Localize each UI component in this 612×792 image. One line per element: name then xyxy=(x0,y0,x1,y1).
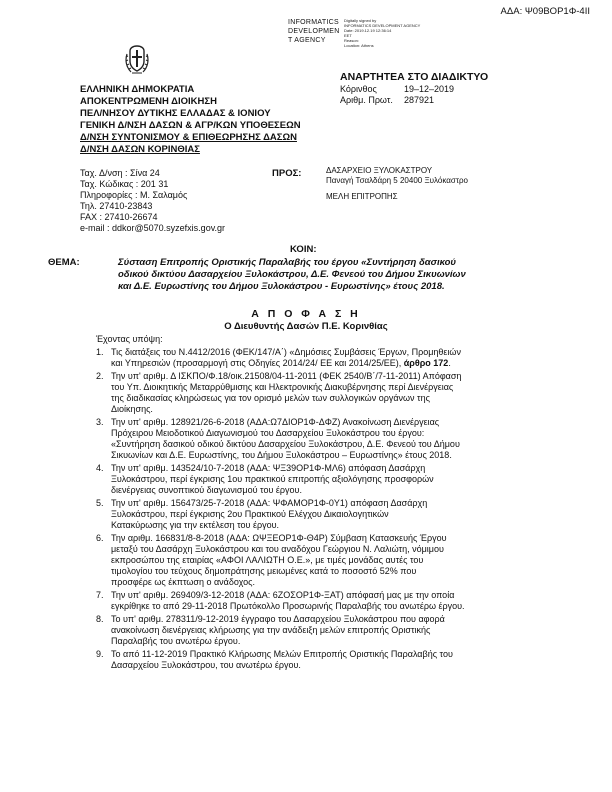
item-text-line: διενέργειας συνοπτικού διαγωνισμού του έργου. xyxy=(111,485,302,495)
item-text-line: Την υπ' αριθμ. 156473/25-7-2018 (ΑΔΑ: ΨΦΑΜΟΡ1Φ-0Υ1) απόφαση Δασάρχη xyxy=(111,498,428,508)
consideration-item xyxy=(96,533,572,588)
authority-line: ΠΕΛ/ΝΗΣΟΥ ΔΥΤΙΚΗΣ ΕΛΛΑΔΑΣ & ΙΟΝΙΟΥ xyxy=(80,108,271,119)
item-number: 7. xyxy=(96,590,104,600)
signature-agency-name xyxy=(288,18,340,45)
item-number: 3. xyxy=(96,417,104,427)
contact-email: e-mail : ddkor@5070.syzefxis.gov.gr xyxy=(80,223,226,233)
item-number: 2. xyxy=(96,371,104,381)
item-text-line: «Συντήρηση δασικού οδικού δικτύου Δασαρχείου Ξυλοκάστρου, Δ.Ε. Φενεού του Δήμου xyxy=(111,439,460,449)
item-text-line: εγκρίθηκε το από 29-11-2018 Πρωτόκολλο Προσωρινής Παραλαβής του ανωτέρω έργου. xyxy=(111,601,465,611)
signature-detail-line: Location: Athens xyxy=(344,43,374,48)
date: 19–12–2019 xyxy=(404,84,455,94)
agency-line: T AGENCY xyxy=(288,37,326,44)
item-number: 1. xyxy=(96,347,104,357)
item-text-line: Δασαρχείου Ξυλοκάστρου, του ανωτέρω έργου. xyxy=(111,660,301,670)
item-text-line: προσφέρε ως έκπτωση ο ανάδοχος. xyxy=(111,577,255,587)
item-text-line: Την αριθμ. 166831/8-8-2018 (ΑΔΑ: ΩΨΞΕΟΡ1Φ-Θ4Ρ) Σύμβαση Κατασκευής Έργου xyxy=(111,533,447,543)
subject-text xyxy=(118,257,558,293)
subject-line: και Δ.Ε. Ευρωστίνης του Δήμου Ξυλοκάστρου - Ευρωστίνης» έτους 2018. xyxy=(118,281,445,292)
director-title: Ο Διευθυντής Δασών Π.Ε. Κορινθίας xyxy=(224,321,388,332)
recipients-label: ΠΡΟΣ: xyxy=(272,168,302,179)
signature-detail-line: Reason: xyxy=(344,38,359,43)
recipient-line: ΔΑΣΑΡΧΕΙΟ ΞΥΛΟΚΑΣΤΡΟΥ xyxy=(326,166,433,175)
signature-detail-line: INFORMATICS DEVELOPMENT AGENCY xyxy=(344,23,421,28)
contact-address: Ταχ. Δ/νση : Σίνα 24 xyxy=(80,168,160,178)
signature-details xyxy=(344,18,420,48)
protocol-number: 287921 xyxy=(404,95,435,105)
item-text-line: Την υπ' αριθμ. 269409/3-12-2018 (ΑΔΑ: 6ΖΟΣΟΡ1Φ-ΞΑΤ) απόφασή μας με την οποία xyxy=(111,590,455,600)
recipients-list xyxy=(326,166,468,202)
contact-phone: Τηλ. 27410-23843 xyxy=(80,201,153,211)
item-text-line: μεταξύ του Δασάρχη Ξυλοκάστρου και του αναδόχου Γεώργιου Ν. Λαλιώτη, νόμιμου xyxy=(111,544,444,554)
item-text-line: Το από 11-12-2019 Πρακτικό Κλήρωσης Μελών Επιτροπής Οριστικής Παραλαβής του xyxy=(111,649,453,659)
consideration-item xyxy=(96,463,572,496)
place-date-row xyxy=(340,84,488,95)
item-text-line: Την υπ' αριθμ. Δ ΙΣΚΠΟ/Φ.18/οικ.21508/04-11-2011 (ΦΕΚ 2540/Β΄/7-11-2011) Απόφαση xyxy=(111,371,462,381)
consideration-item xyxy=(96,417,572,461)
item-text-line: Την υπ' αριθμ. 143524/10-7-2018 (ΑΔΑ: ΨΞ39ΟΡ1Φ-ΜΛ6) απόφαση Δασάρχη xyxy=(111,463,426,473)
item-number: 8. xyxy=(96,614,104,624)
authority-line: Δ/ΝΣΗ ΔΑΣΩΝ ΚΟΡΙΝΘΙΑΣ xyxy=(80,144,200,155)
consideration-item xyxy=(96,590,572,612)
greek-emblem-icon xyxy=(124,44,150,76)
contact-details xyxy=(80,168,225,234)
issuing-authority xyxy=(80,84,301,156)
consideration-item xyxy=(96,614,572,647)
signature-detail-line: Digitally signed by xyxy=(344,18,377,23)
contact-fax: FAX : 27410-26674 xyxy=(80,212,158,222)
item-text-line: Διοίκησης. xyxy=(111,404,153,414)
subject-label: ΘΕΜΑ: xyxy=(48,257,80,268)
item-text-line: Πρόχειρου Μειοδοτικού Διαγωνισμού του Δασαρχείου Ξυλοκάστρου του έργου: xyxy=(111,428,425,438)
considerations-intro: Έχοντας υπόψη: xyxy=(96,334,163,344)
consideration-item xyxy=(96,347,572,369)
authority-line: ΓΕΝΙΚΗ Δ/ΝΣΗ ΔΑΣΩΝ & ΑΓΡ/ΚΩΝ ΥΠΟΘΕΣΕΩΝ xyxy=(80,120,301,131)
ada-code: ΑΔΑ: Ψ09ΒΟΡ1Φ-4ΙΙ xyxy=(500,6,590,17)
item-text-line: του Υπ. Διοικητικής Μεταρρύθμισης και Ηλεκτρονικής Διακυβέρνησης περί Διενέργειας xyxy=(111,382,454,392)
item-number: 5. xyxy=(96,498,104,508)
authority-line: ΕΛΛΗΝΙΚΗ ΔΗΜΟΚΡΑΤΙΑ xyxy=(80,84,195,95)
cc-label: ΚΟΙΝ: xyxy=(290,244,317,255)
item-number: 4. xyxy=(96,463,104,473)
signature-detail-line: EET xyxy=(344,33,352,38)
item-number: 9. xyxy=(96,649,104,659)
place: Κόρινθος xyxy=(340,84,377,94)
item-number: 6. xyxy=(96,533,104,543)
document-status xyxy=(340,70,488,106)
publication-notice: ΑΝΑΡΤΗΤΕΑ ΣΤΟ ΔΙΑΔΙΚΤΥΟ xyxy=(340,71,489,83)
agency-line: DEVELOPMEN xyxy=(288,28,340,35)
signature-detail-line: Date: 2019.12.19 12:36:14 xyxy=(344,28,392,33)
item-text-line: Τις διατάξεις του Ν.4412/2016 (ΦΕΚ/147/Α΄) «Δημόσιες Συμβάσεις Έργων, Προμηθειών xyxy=(111,347,461,357)
recipient-line: ΜΕΛΗ ΕΠΙΤΡΟΠΗΣ xyxy=(326,192,398,201)
decision-title: Α Π Ο Φ Α Σ Η xyxy=(251,308,361,320)
authority-line: ΑΠΟΚΕΝΤΡΩΜΕΝΗ ΔΙΟΙΚΗΣΗ xyxy=(80,96,217,107)
consideration-item xyxy=(96,498,572,531)
authority-line: Δ/ΝΣΗ ΣΥΝΤΟΝΙΣΜΟΥ & ΕΠΙΘΕΩΡΗΣΗΣ ΔΑΣΩΝ xyxy=(80,132,297,143)
consideration-item xyxy=(96,371,572,415)
item-text-line: Ξυλοκάστρου, περί έγκρισης 1ου πρακτικού επιτροπής αξιολόγησης προσφορών xyxy=(111,474,434,484)
item-text-line: ανακοίνωση διενέργειας κλήρωσης για την ανάδειξη μελών επιτροπής Οριστικής xyxy=(111,625,431,635)
consideration-item xyxy=(96,649,572,671)
item-text-line: Παραλαβής του ανωτέρω έργου. xyxy=(111,636,241,646)
protocol-row xyxy=(340,95,488,106)
item-text-line: Το υπ' αριθμ. 278311/9-12-2019 έγγραφο του Δασαρχείου Ξυλοκάστρου που αφορά xyxy=(111,614,445,624)
subject-line: Σύσταση Επιτροπής Οριστικής Παραλαβής του έργου «Συντήρηση δασικού xyxy=(118,257,457,268)
contact-info-person: Πληροφορίες : Μ. Σαλαμός xyxy=(80,190,188,200)
item-text-line: Κατακύρωσης για την εκτέλεση του έργου. xyxy=(111,520,280,530)
digital-signature-stamp xyxy=(288,18,421,48)
agency-line: INFORMATICS xyxy=(288,19,340,26)
item-text-line: και Υπηρεσιών (προσαρμογή στις Οδηγίες 2014/24/ ΕΕ και 2014/25/ΕΕ), άρθρο 172. xyxy=(111,358,451,368)
considerations-list xyxy=(96,347,572,673)
contact-postcode: Ταχ. Κώδικας : 201 31 xyxy=(80,179,169,189)
item-text-line: τιμολογίου του τεύχους δημοπράτησης μειωμένες κατά το ποσοστό 52% που xyxy=(111,566,417,576)
recipient-line: Παναγή Τσαλδάρη 5 20400 Ξυλόκαστρο xyxy=(326,176,468,185)
item-text-line: της διαδικασίας κληρώσεως για τον ορισμό μελών των συλλογικών οργάνων της xyxy=(111,393,430,403)
item-text-line: εκπροσώπου της εταιρίας «ΑΦΟΙ ΛΑΛΙΩΤΗ Ο.Ε.», με τιμές μονάδας αυτές του xyxy=(111,555,424,565)
item-text-line: Ξυλοκάστρου, περί έγκρισης 2ου Πρακτικού Ελέγχου Δικαιολογητικών xyxy=(111,509,389,519)
protocol-label: Αριθμ. Πρωτ. xyxy=(340,95,393,105)
item-text-line: Σικυωνίων και Δ.Ε. Ευρωστίνης, του Δήμου Ξυλοκάστρου – Ευρωστίνης» έτους 2018. xyxy=(111,450,452,460)
item-text-line: Την υπ' αριθμ. 128921/26-6-2018 (ΑΔΑ:Ω7ΔΙΟΡ1Φ-ΔΦΖ) Ανακοίνωση Διενέργειας xyxy=(111,417,440,427)
subject-line: οδικού δικτύου Δασαρχείου Ξυλοκάστρου, Δ.Ε. Φενεού του Δήμου Σικυωνίων xyxy=(118,269,466,280)
